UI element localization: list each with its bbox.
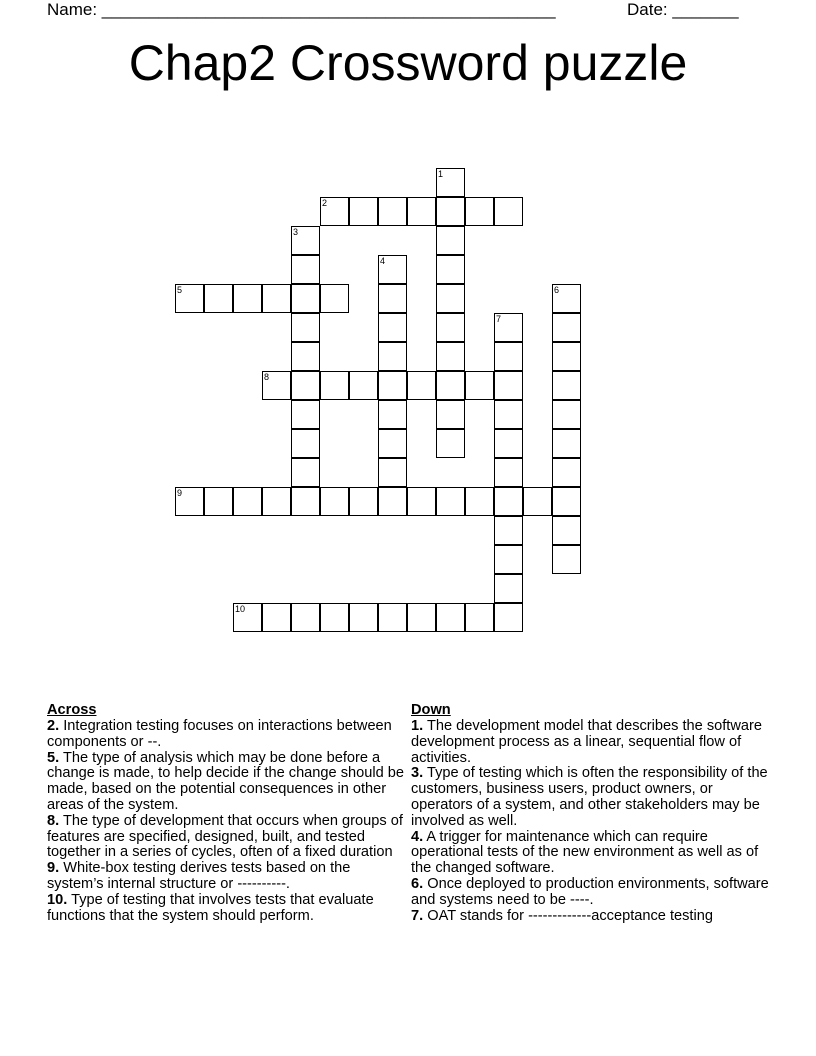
across-clue-list xyxy=(47,719,407,924)
clue-text: The type of development that occurs when groups of features are specified, designed, built, and tested together in a series of cycles, often of a fixed duration xyxy=(47,812,403,861)
grid-cell[interactable] xyxy=(436,226,465,255)
grid-cell[interactable] xyxy=(320,603,349,632)
grid-cell[interactable] xyxy=(378,197,407,226)
clue-number-label: 9 xyxy=(177,488,183,498)
grid-cell[interactable] xyxy=(494,545,523,574)
clue-number: 1. xyxy=(411,718,424,734)
clue-text: Once deployed to production environments, software and systems need to be ----. xyxy=(411,875,769,908)
clue-number-label: 2 xyxy=(322,198,328,208)
grid-cell[interactable] xyxy=(494,603,523,632)
down-clue-list xyxy=(411,719,771,924)
grid-cell[interactable] xyxy=(407,197,436,226)
across-clue xyxy=(47,893,407,925)
grid-cell[interactable] xyxy=(494,458,523,487)
grid-cell[interactable] xyxy=(552,545,581,574)
grid-cell[interactable] xyxy=(349,371,378,400)
clue-number-label: 7 xyxy=(496,314,502,324)
grid-cell[interactable] xyxy=(378,371,407,400)
grid-cell[interactable] xyxy=(494,342,523,371)
clue-number-label: 6 xyxy=(554,285,560,295)
grid-cell[interactable] xyxy=(291,371,320,400)
grid-cell[interactable] xyxy=(436,255,465,284)
clue-number: 10. xyxy=(47,891,68,908)
clue-number: 3. xyxy=(411,765,424,782)
grid-cell[interactable] xyxy=(233,487,262,516)
grid-cell[interactable] xyxy=(378,487,407,516)
grid-cell[interactable] xyxy=(465,603,494,632)
grid-cell[interactable] xyxy=(291,429,320,458)
grid-cell[interactable] xyxy=(378,603,407,632)
grid-cell[interactable] xyxy=(552,400,581,429)
down-clue xyxy=(411,877,771,909)
clue-text: A trigger for maintenance which can require operational tests of the new environment as well as of the changed software. xyxy=(411,828,759,877)
across-heading: Across xyxy=(47,702,97,718)
grid-cell[interactable] xyxy=(494,197,523,226)
date-field-label: Date: _______ xyxy=(627,0,739,19)
name-field-label: Name: ________________________________________________ xyxy=(47,0,556,19)
clue-number: 8. xyxy=(47,812,60,829)
grid-cell[interactable] xyxy=(378,429,407,458)
clue-text: The development model that describes the software development process as a linear, sequential flow of activities. xyxy=(411,718,762,766)
grid-cell[interactable] xyxy=(436,284,465,313)
down-heading: Down xyxy=(411,702,451,718)
grid-cell[interactable] xyxy=(465,487,494,516)
grid-cell[interactable] xyxy=(494,516,523,545)
across-clue xyxy=(47,719,407,751)
page-title: Chap2 Crossword puzzle xyxy=(128,35,688,91)
grid-cell[interactable] xyxy=(262,487,291,516)
grid-cell[interactable] xyxy=(291,342,320,371)
clue-number-label: 1 xyxy=(438,169,444,179)
clue-number-label: 10 xyxy=(235,604,246,614)
grid-cell[interactable] xyxy=(552,342,581,371)
grid-cell[interactable] xyxy=(407,487,436,516)
clue-number-label: 5 xyxy=(177,285,183,295)
clue-number-label: 8 xyxy=(264,372,270,382)
grid-cell[interactable] xyxy=(349,603,378,632)
grid-cell[interactable] xyxy=(204,284,233,313)
grid-cell[interactable] xyxy=(378,313,407,342)
grid-cell[interactable] xyxy=(204,487,233,516)
grid-cell[interactable] xyxy=(320,371,349,400)
grid-cell[interactable] xyxy=(291,313,320,342)
grid-cell[interactable] xyxy=(552,429,581,458)
grid-cell[interactable] xyxy=(494,574,523,603)
clue-number: 2. xyxy=(47,718,60,734)
clue-number: 4. xyxy=(411,828,424,845)
grid-cell[interactable] xyxy=(436,429,465,458)
clue-number: 5. xyxy=(47,749,60,766)
grid-cell[interactable] xyxy=(291,603,320,632)
grid-cell[interactable] xyxy=(494,429,523,458)
clue-number: 6. xyxy=(411,875,424,892)
grid-cell[interactable] xyxy=(494,487,523,516)
clue-text: The type of analysis which may be done before a change is made, to help decide if the change should be made, based on the potential consequences in other areas of the system. xyxy=(47,749,404,813)
across-clue xyxy=(47,861,407,893)
grid-cell[interactable] xyxy=(378,342,407,371)
grid-cell[interactable] xyxy=(436,400,465,429)
grid-cell[interactable] xyxy=(552,313,581,342)
grid-cell[interactable] xyxy=(291,487,320,516)
grid-cell[interactable] xyxy=(291,400,320,429)
down-clues xyxy=(411,702,771,924)
grid-cell[interactable] xyxy=(436,313,465,342)
grid-cell[interactable] xyxy=(552,487,581,516)
clue-text: White-box testing derives tests based on the system’s internal structure or ----------. xyxy=(47,860,351,892)
grid-cell[interactable] xyxy=(349,197,378,226)
grid-cell[interactable] xyxy=(436,371,465,400)
grid-cell[interactable] xyxy=(465,197,494,226)
clue-text: OAT stands for -------------acceptance testing xyxy=(423,907,713,924)
grid-cell[interactable] xyxy=(291,458,320,487)
grid-cell[interactable] xyxy=(407,371,436,400)
grid-cell[interactable] xyxy=(436,197,465,226)
grid-cell[interactable] xyxy=(494,400,523,429)
grid-cell[interactable] xyxy=(552,458,581,487)
grid-cell[interactable] xyxy=(291,255,320,284)
clue-number: 7. xyxy=(411,907,424,924)
clue-text: Integration testing focuses on interactions between components or --. xyxy=(47,718,392,750)
down-clue xyxy=(411,766,771,829)
grid-cell[interactable] xyxy=(233,284,262,313)
grid-cell[interactable] xyxy=(320,284,349,313)
grid-cell[interactable] xyxy=(378,400,407,429)
grid-cell[interactable] xyxy=(436,603,465,632)
clue-number-label: 3 xyxy=(293,227,299,237)
grid-cell[interactable] xyxy=(436,342,465,371)
grid-cell[interactable] xyxy=(465,371,494,400)
grid-cell[interactable] xyxy=(494,371,523,400)
grid-cell[interactable] xyxy=(523,487,552,516)
down-clue xyxy=(411,909,771,925)
grid-cell[interactable] xyxy=(291,284,320,313)
across-clue xyxy=(47,814,407,861)
across-clue xyxy=(47,751,407,814)
clue-number-label: 4 xyxy=(380,256,386,266)
grid-cell[interactable] xyxy=(349,487,378,516)
grid-cell[interactable] xyxy=(436,487,465,516)
across-clues xyxy=(47,702,407,924)
grid-cell[interactable] xyxy=(378,458,407,487)
down-clue xyxy=(411,830,771,877)
clue-number: 9. xyxy=(47,860,60,877)
grid-cell[interactable] xyxy=(320,487,349,516)
grid-cell[interactable] xyxy=(552,516,581,545)
grid-cell[interactable] xyxy=(262,284,291,313)
grid-cell[interactable] xyxy=(378,284,407,313)
grid-cell[interactable] xyxy=(552,371,581,400)
grid-cell[interactable] xyxy=(407,603,436,632)
clue-text: Type of testing which is often the responsibility of the customers, business users, product owners, or operators of a system, and other stakeholders may be involved as well. xyxy=(411,765,768,829)
grid-cell[interactable] xyxy=(262,603,291,632)
down-clue xyxy=(411,719,771,766)
clue-text: Type of testing that involves tests that evaluate functions that the system should perform. xyxy=(47,891,374,924)
